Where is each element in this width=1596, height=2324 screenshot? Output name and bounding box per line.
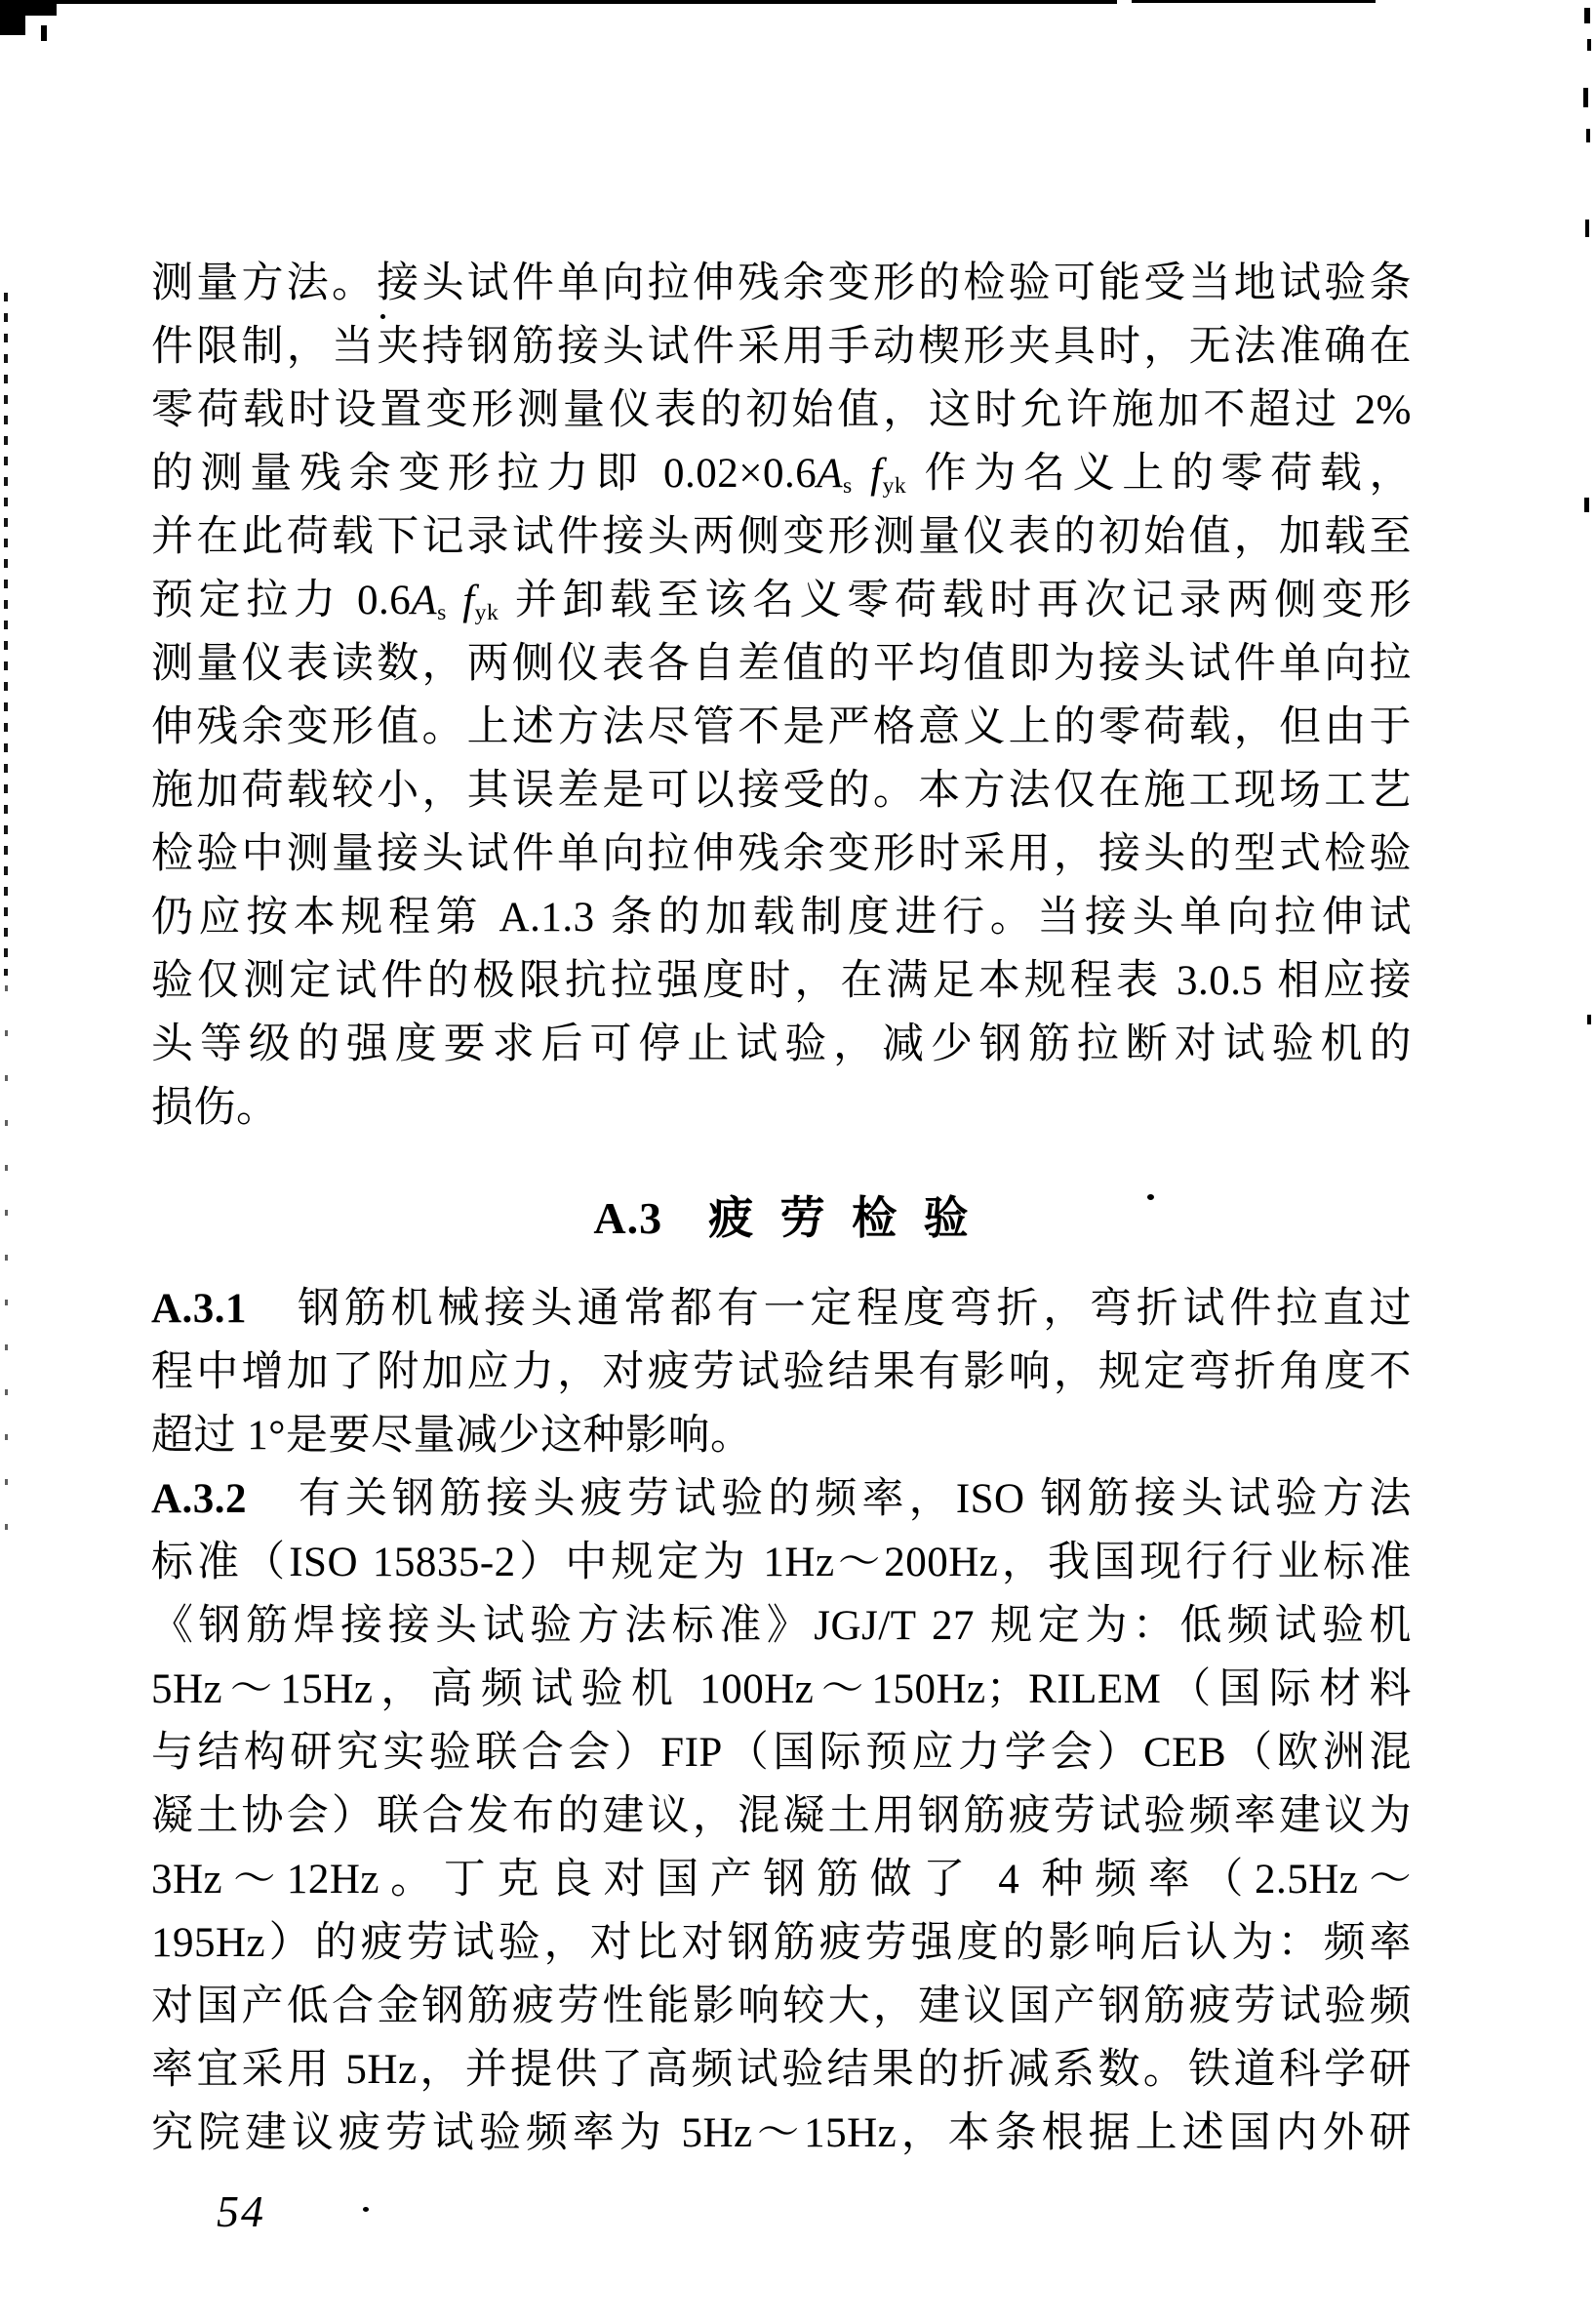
scan-artifact-top-edge-line (0, 0, 1117, 4)
scan-artifact-top-left-blob-2 (0, 14, 25, 35)
scan-artifact-right-edge-mark (1587, 1015, 1591, 1024)
scan-artifact-right-edge-mark (1587, 39, 1591, 51)
paragraph-residual-deformation-commentary: 测量方法。接头试件单向拉伸残余变形的检验可能受当地试验条 件限制，当夹持钢筋接头试件采用手动楔形夹具时，无法准确在 零荷载时设置变形测量仪表的初始值，这时允许施加不超过 2% 的测量残余变形拉力即 $0.02\times 0.6A_s$ $f_{yk}$ 作为名义上的零荷载， 并在此荷载下记录试件接头两侧变形测量仪表的初始值，加载至 预定拉力 $0.6A_s$ $f_{yk}$ 并卸载至该名义零荷载时再次记录两侧变形 测量仪表读数，两侧仪表各自差值的平均值即为接头试件单向拉 伸残余变形值。上述方法尽管不是严格意义上的零荷载，但由于 施加荷载较小，其误差是可以接受的。本方法仅在施工现场工艺 检验中测量接头试件单向拉伸残余变形时采用，接头的型式检验 仍应按本规程第 A.1.3 条的加载制度进行。当接头单向拉伸试 验仅测定试件的极限抗拉强度时，在满足本规程表 3.0.5 相应接 头等级的强度要求后可停止试验，减少钢筋拉断对试验机的 损伤。 (151, 260, 1413, 1131)
scan-artifact-top-left-tick (41, 25, 47, 41)
ink-speck (363, 2207, 369, 2212)
commentary-text-block (151, 252, 1412, 2165)
scan-artifact-right-edge-mark (1585, 220, 1589, 237)
scan-artifact-right-edge-mark (1583, 88, 1588, 107)
scan-artifact-left-binding-dashes (4, 293, 8, 976)
scan-artifact-top-edge-line-2 (1132, 0, 1376, 3)
scan-artifact-left-binding-dashes-sparse (5, 985, 8, 1532)
paragraph-a3-2: A.3.2 有关钢筋接头疲劳试验的频率，ISO 钢筋接头试验方法 标准（ISO 15835-2）中规定为 1Hz～200Hz，我国现行行业标准 《钢筋焊接接头试验方法标准》JGJ/T 27 规定为：低频试验机 5Hz～15Hz，高频试验机 100Hz～150Hz；RILEM（国际材料 与结构研究实验联合会）FIP（国际预应力学会）CEB（欧洲混 凝土协会）联合发布的建议，混凝土用钢筋疲劳试验频率建议为 3Hz～12Hz。丁克良对国产钢筋做了 4 种频率（2.5Hz～ 195Hz）的疲劳试验，对比对钢筋疲劳强度的影响后认为：频率 对国产低合金钢筋疲劳性能影响较大，建议国产钢筋疲劳试验频 率宜采用 5Hz，并提供了高频试验结果的折减系数。铁道科学研 究院建议疲劳试验频率为 5Hz～15Hz，本条根据上述国内外研 (151, 1476, 1412, 2156)
page-number: 54 (217, 2186, 265, 2236)
paragraph-a3-1: A.3.1 钢筋机械接头通常都有一定程度弯折，弯折试件拉直过 程中增加了附加应力，对疲劳试验结果有影响，规定弯折角度不 超过 1°是要尽量减少这种影响。 (151, 1286, 1412, 1459)
section-heading-a3-fatigue-test: A.3 疲 劳 检 验 (593, 1193, 970, 1243)
scan-artifact-right-edge-mark (1586, 129, 1590, 142)
scan-artifact-right-edge-mark (1584, 498, 1589, 512)
scan-artifact-right-edge-mark (1584, 8, 1590, 23)
